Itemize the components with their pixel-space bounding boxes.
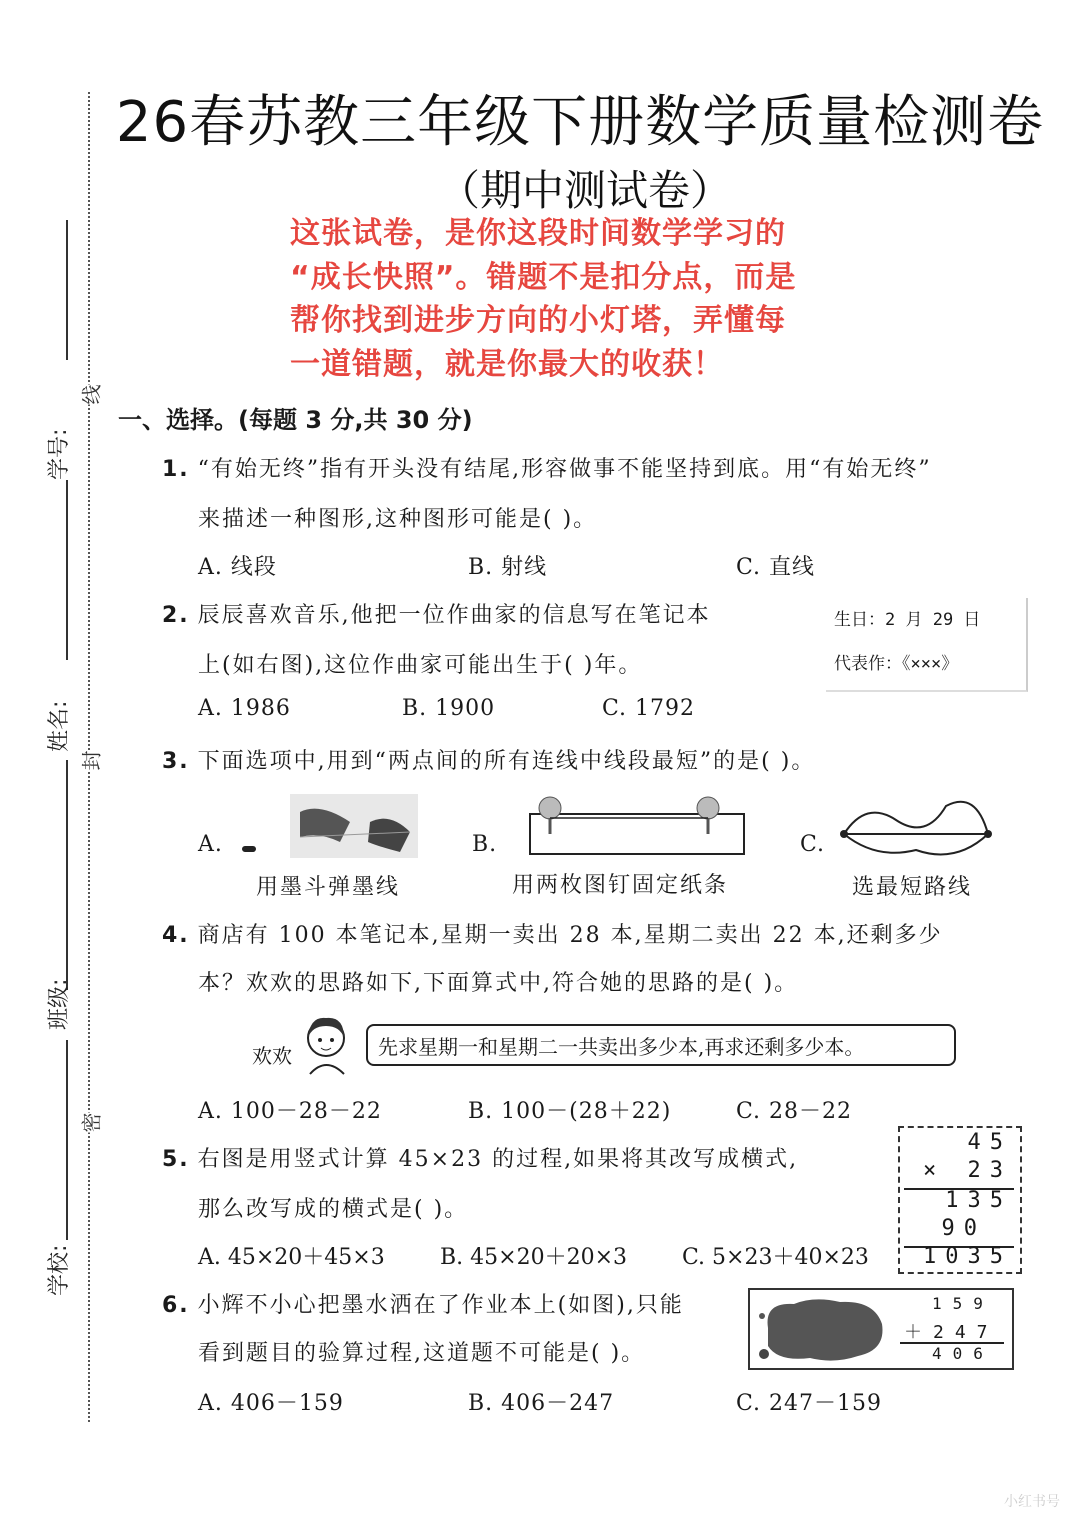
question-6 <box>162 1288 684 1319</box>
vertical-multiplication <box>898 1126 1022 1274</box>
question-text-line: 来描述一种图形,这种图形可能是( )。 <box>198 507 598 532</box>
option-c[interactable]: C. <box>800 832 826 857</box>
bind-seal-char: 封 <box>74 751 107 771</box>
option-a[interactable]: A. 1986 <box>198 696 291 721</box>
check-row: 159 <box>932 1294 994 1313</box>
note-line: 一道错题，就是你最大的收获！ <box>290 346 724 382</box>
class-underline <box>66 760 68 990</box>
calc-row: 1035 <box>923 1244 1012 1269</box>
question-number: 5. <box>162 1147 190 1172</box>
works-line: 代表作：《×××》 <box>834 654 959 674</box>
name-label: 姓名: <box>47 700 72 752</box>
watermark: 小红书号 <box>1004 1494 1060 1510</box>
option-a[interactable]: A. 45×20＋45×3 <box>198 1245 385 1270</box>
question-number: 2. <box>162 603 190 628</box>
question-text: 下面选项中,用到“两点间的所有连线中线段最短”的是( )。 <box>197 749 816 774</box>
option-b[interactable]: B. 100－(28＋22) <box>468 1099 672 1124</box>
option-a[interactable]: A. <box>198 832 223 857</box>
note-line: “成长快照”。错题不是扣分点，而是 <box>290 259 797 295</box>
calc-row: 90 <box>941 1216 986 1241</box>
question-number: 3. <box>162 749 190 774</box>
check-row: 406 <box>932 1344 994 1363</box>
speech-bubble: 先求星期一和星期二一共卖出多少本,再求还剩多少本。 <box>366 1024 956 1066</box>
option-c[interactable]: C. 1792 <box>602 696 696 721</box>
question-4 <box>162 918 943 949</box>
option-b[interactable]: B. 1900 <box>402 696 496 721</box>
option-a[interactable]: A. 线段 <box>198 555 277 580</box>
girl-avatar <box>300 1012 356 1076</box>
question-2 <box>162 598 711 629</box>
bind-fold-char: 密 <box>74 1113 107 1133</box>
question-1 <box>162 452 932 483</box>
calc-row: × 23 <box>923 1158 1012 1183</box>
student-no-underline <box>66 220 68 360</box>
question-text-line: 那么改写成的横式是( )。 <box>198 1197 469 1222</box>
option-b[interactable]: B. 406－247 <box>468 1391 615 1416</box>
class-label: 班级: <box>47 978 72 1030</box>
option-b[interactable]: B. 射线 <box>468 555 548 580</box>
caption-a: 用墨斗弹墨线 <box>256 875 401 900</box>
encouragement-note <box>290 212 850 386</box>
calc-row: 45 <box>967 1130 1012 1155</box>
school-label: 学校: <box>47 1244 72 1296</box>
question-text: 小辉不小心把墨水洒在了作业本上(如图),只能 <box>197 1293 684 1318</box>
calc-row: 135 <box>945 1188 1012 1213</box>
option-c[interactable]: C. 5×23＋40×23 <box>682 1245 869 1270</box>
question-text-line: 本？欢欢的思路如下,下面算式中,符合她的思路的是( )。 <box>198 971 799 996</box>
question-3 <box>162 744 815 775</box>
question-5 <box>162 1142 798 1173</box>
pinned-strip-picture <box>522 794 752 864</box>
question-text: “有始无终”指有开头没有结尾,形容做事不能坚持到底。用“有始无终” <box>197 457 932 482</box>
birthday-line: 生日：2 月 29 日 <box>834 610 981 630</box>
ink-line-picture <box>240 792 420 862</box>
ink-stain-card <box>748 1288 1014 1370</box>
school-underline <box>66 1040 68 1240</box>
caption-c: 选最短路线 <box>852 875 973 900</box>
option-a[interactable]: A. 406－159 <box>198 1391 344 1416</box>
option-b[interactable]: B. 45×20＋20×3 <box>440 1245 628 1270</box>
name-underline <box>66 480 68 660</box>
question-text-line: 上(如右图),这位作曲家可能出生于( )年。 <box>198 653 643 678</box>
composer-note-card <box>826 598 1028 692</box>
bind-line-char: 线 <box>74 385 107 405</box>
question-text: 辰辰喜欢音乐,他把一位作曲家的信息写在笔记本 <box>197 603 711 628</box>
check-row: ＋247 <box>904 1322 999 1343</box>
question-number: 4. <box>162 923 190 948</box>
speaker-name: 欢欢 <box>252 1044 292 1068</box>
note-line: 这张试卷，是你这段时间数学学习的 <box>290 216 786 251</box>
caption-b: 用两枚图钉固定纸条 <box>512 873 729 898</box>
page-title: 26春苏教三年级下册数学质量检测卷 <box>115 90 1045 155</box>
ink-blot <box>754 1294 886 1364</box>
option-c[interactable]: C. 28－22 <box>736 1099 853 1124</box>
section-heading: 一、选择。(每题 3 分,共 30 分) <box>118 406 473 434</box>
question-text-line: 看到题目的验算过程,这道题不可能是( )。 <box>198 1341 646 1366</box>
student-no-label: 学号: <box>47 428 72 480</box>
option-c[interactable]: C. 直线 <box>736 555 816 580</box>
question-number: 6. <box>162 1293 190 1318</box>
option-c[interactable]: C. 247－159 <box>736 1391 883 1416</box>
shortest-route-picture <box>836 790 996 862</box>
option-a[interactable]: A. 100－28－22 <box>198 1099 382 1124</box>
option-b[interactable]: B. <box>472 832 498 857</box>
page-subtitle: （期中测试卷） <box>437 166 732 215</box>
question-text: 右图是用竖式计算 45×23 的过程,如果将其改写成横式, <box>197 1147 799 1172</box>
question-number: 1. <box>162 457 190 482</box>
note-line: 帮你找到进步方向的小灯塔，弄懂每 <box>290 303 786 338</box>
question-text: 商店有 100 本笔记本,星期一卖出 28 本,星期二卖出 22 本,还剩多少 <box>197 923 943 948</box>
